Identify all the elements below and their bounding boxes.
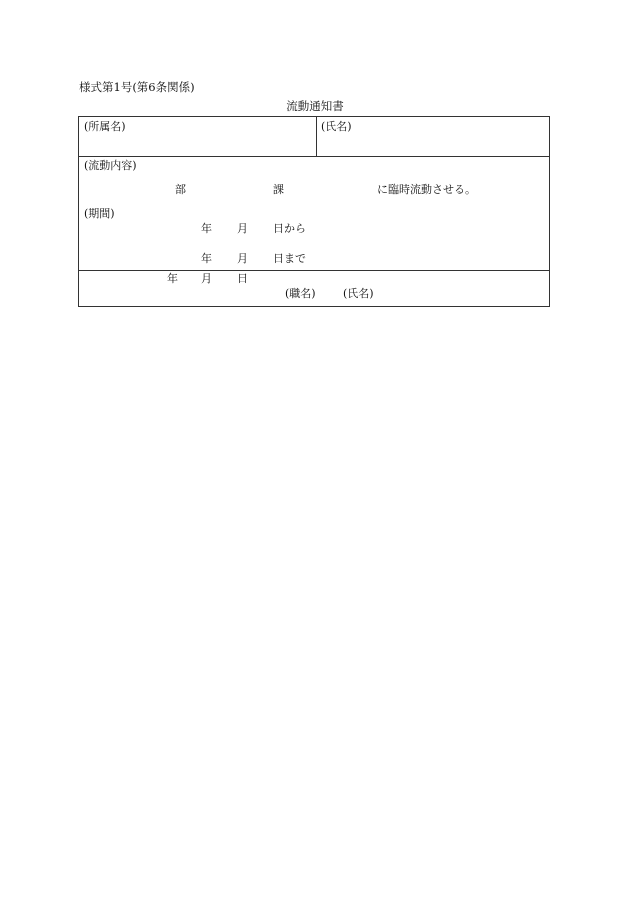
column-divider (316, 117, 317, 156)
row-divider-2 (79, 270, 549, 271)
section-suffix: 課 (273, 183, 284, 196)
signer-name-label: (氏名) (343, 287, 374, 300)
end-year-label: 年 (201, 252, 212, 265)
form-number-label: 様式第1号(第6条関係) (79, 80, 195, 94)
end-month-label: 月 (237, 252, 248, 265)
affiliation-label: (所属名) (84, 120, 126, 133)
notice-form-table (78, 116, 550, 307)
name-label: (氏名) (321, 120, 352, 133)
date-month-label: 月 (201, 272, 212, 285)
row-divider-1 (79, 156, 549, 157)
document-title: 流動通知書 (286, 99, 344, 113)
period-label: (期間) (84, 207, 115, 220)
end-day-label: 日まで (273, 252, 306, 265)
date-day-label: 日 (237, 272, 248, 285)
department-suffix: 部 (175, 183, 186, 196)
date-year-label: 年 (167, 272, 178, 285)
start-year-label: 年 (201, 222, 212, 235)
transfer-statement: に臨時流動させる。 (377, 183, 476, 196)
start-month-label: 月 (237, 222, 248, 235)
transfer-content-label: (流動内容) (84, 159, 137, 172)
start-day-label: 日から (273, 222, 306, 235)
job-title-label: (職名) (285, 287, 316, 300)
